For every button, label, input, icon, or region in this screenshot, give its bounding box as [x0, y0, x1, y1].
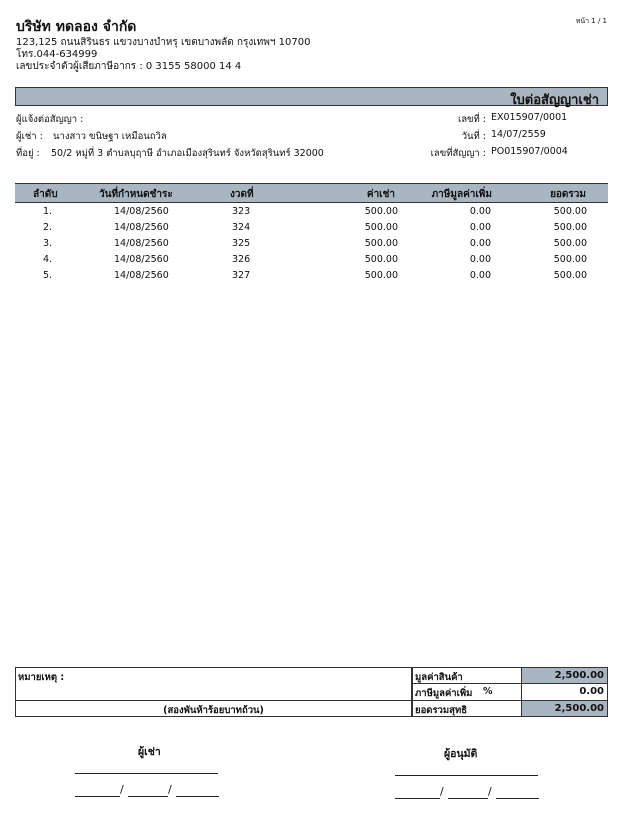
tenant-address: 50/2 หมู่ที่ 3 ตำบลบุฤาษี อำเภอเมืองสุรินทร์ จังหวัดสุรินทร์ 32000 [51, 148, 324, 159]
tenant-name: นางสาว ขนิษฐา เหมือนถวิล [53, 131, 167, 142]
amount-in-words: (สองพันห้าร้อยบาทถ้วน) [163, 705, 264, 716]
cell-vat: 0.00 [469, 206, 491, 217]
cell-total: 500.00 [553, 254, 587, 265]
company-phone: โทร.044-634999 [16, 49, 98, 60]
net-value-cell [521, 700, 608, 717]
approver-signature-label: ผู้อนุมัติ [444, 748, 478, 760]
cell-rent: 500.00 [364, 222, 398, 233]
cell-due-date: 14/08/2560 [114, 206, 169, 217]
cell-total: 500.00 [553, 206, 587, 217]
doc-no: EX015907/0001 [491, 112, 568, 123]
doc-no-label: เลขที่ : [457, 114, 486, 125]
cell-vat: 0.00 [469, 222, 491, 233]
tenant-signature-label: ผู้เช่า [138, 746, 161, 758]
cell-seq: 1. [43, 206, 53, 217]
net-total-label: ยอดรวมสุทธิ [415, 705, 467, 716]
table-row [15, 206, 608, 222]
col-header-total: ยอดรวม [550, 189, 586, 200]
tenant-date-line-year [176, 796, 219, 797]
table-row [15, 222, 608, 238]
cell-seq: 3. [43, 238, 53, 249]
document-title-bar [15, 87, 608, 106]
tenant-date-line-day [75, 796, 120, 797]
vat-label-cell [412, 683, 522, 701]
cell-total: 500.00 [553, 222, 587, 233]
contract-no-label: เลขที่สัญญา : [430, 148, 486, 159]
cell-due-date: 14/08/2560 [114, 238, 169, 249]
goods-value: 2,500.00 [554, 670, 604, 681]
cell-vat: 0.00 [469, 254, 491, 265]
notifier-label: ผู้แจ้งต่อสัญญา : [16, 114, 84, 125]
table-row [15, 270, 608, 286]
goods-value-cell [521, 667, 608, 684]
vat-label: ภาษีมูลค่าเพิ่ม [415, 688, 473, 699]
col-header-vat: ภาษีมูลค่าเพิ่ม [431, 189, 492, 200]
cell-installment: 325 [232, 238, 251, 249]
cell-due-date: 14/08/2560 [114, 222, 169, 233]
tenant-signature-line [75, 773, 218, 774]
remark-label: หมายเหตุ : [18, 672, 65, 683]
approver-date-line-year [496, 798, 539, 799]
net-label-cell [412, 700, 522, 717]
cell-vat: 0.00 [469, 270, 491, 281]
cell-seq: 2. [43, 222, 53, 233]
page-number: หน้า 1 / 1 [575, 17, 607, 25]
company-name: บริษัท ทดลอง จำกัด [16, 19, 137, 35]
cell-due-date: 14/08/2560 [114, 270, 169, 281]
net-total-value: 2,500.00 [554, 703, 604, 714]
table-header [15, 183, 608, 203]
approver-date-slash: / [488, 785, 492, 798]
col-header-due-date: วันที่กำหนดชำระ [99, 189, 173, 200]
doc-date: 14/07/2559 [491, 129, 546, 140]
col-header-seq: ลำดับ [33, 189, 58, 200]
tenant-date-line-month [128, 796, 168, 797]
date-label: วันที่ : [461, 131, 486, 142]
vat-value: 0.00 [579, 686, 604, 697]
cell-installment: 324 [232, 222, 251, 233]
cell-rent: 500.00 [364, 270, 398, 281]
cell-vat: 0.00 [469, 238, 491, 249]
address-label: ที่อยู่ : [16, 148, 40, 159]
cell-due-date: 14/08/2560 [114, 254, 169, 265]
document-title: ใบต่อสัญญาเช่า [510, 93, 599, 108]
approver-date-line-month [448, 798, 488, 799]
cell-rent: 500.00 [364, 238, 398, 249]
cell-total: 500.00 [553, 238, 587, 249]
goods-value-label: มูลค่าสินค้า [415, 672, 463, 683]
summary-block [15, 667, 608, 717]
table-row [15, 254, 608, 270]
col-header-installment: งวดที่ [230, 189, 254, 200]
cell-rent: 500.00 [364, 206, 398, 217]
goods-value-label-cell [412, 667, 522, 684]
cell-seq: 5. [43, 270, 53, 281]
cell-rent: 500.00 [364, 254, 398, 265]
cell-installment: 326 [232, 254, 251, 265]
approver-date-slash: / [440, 785, 444, 798]
tenant-date-slash: / [120, 783, 124, 796]
approver-signature-line [395, 775, 538, 776]
col-header-rent: ค่าเช่า [366, 189, 395, 200]
approver-date-line-day [395, 798, 440, 799]
company-tax-id: เลขประจำตัวผู้เสียภาษีอากร : 0 3155 58000 14 4 [16, 61, 242, 72]
company-address: 123,125 ถนนสิรินธร แขวงบางบำหรุ เขตบางพลัด กรุงเทพฯ 10700 [16, 37, 311, 48]
vat-value-cell [521, 683, 608, 701]
tenant-label: ผู้เช่า : [16, 131, 43, 142]
cell-total: 500.00 [553, 270, 587, 281]
cell-seq: 4. [43, 254, 53, 265]
cell-installment: 323 [232, 206, 251, 217]
amount-in-words-box [15, 700, 412, 717]
vat-percent-sign: % [483, 686, 493, 697]
cell-installment: 327 [232, 270, 251, 281]
contract-no: PO015907/0004 [491, 146, 568, 157]
table-row [15, 238, 608, 254]
remark-box [15, 667, 412, 701]
tenant-date-slash: / [168, 783, 172, 796]
